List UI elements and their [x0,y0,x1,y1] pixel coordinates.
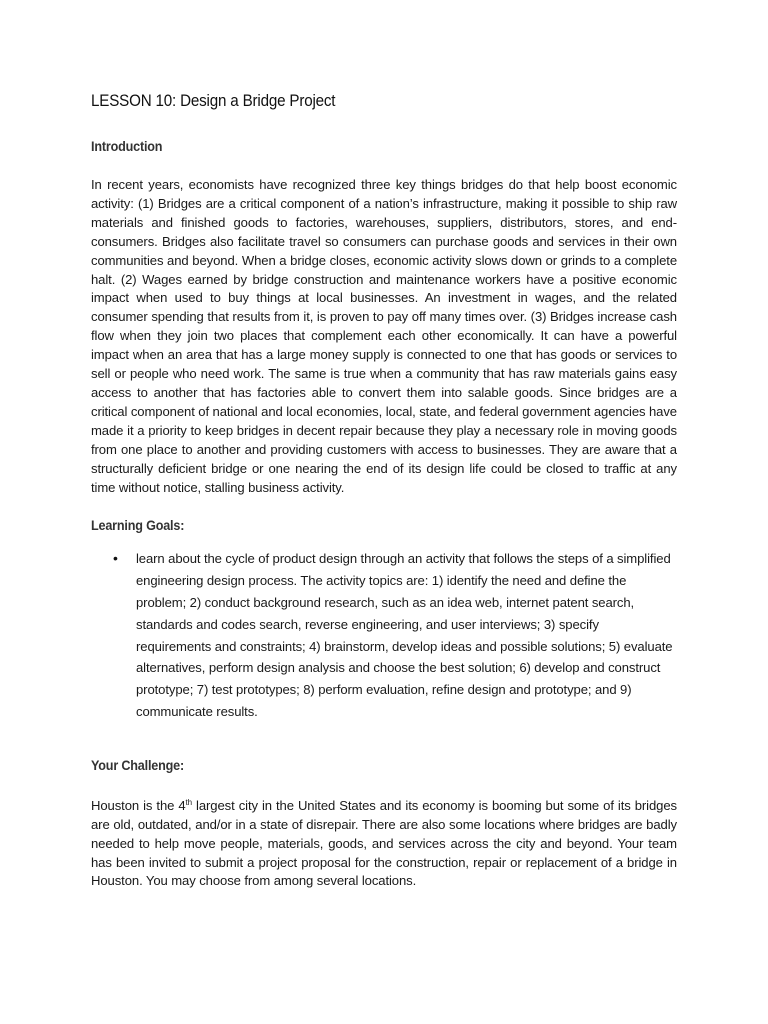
introduction-paragraph: In recent years, economists have recognized three key things bridges do that help boost economic activity: (1) Bridges are a critical component of a nation’s infrastructure, making it possible to ship raw materials and finished goods to factories, warehouses, suppliers, distributors, stores, and end-consumers. Bridges also facilitate travel so consumers can purchase goods and services in their own communities and beyond. When a bridge closes, economic activity slows down or grinds to a complete halt. (2) Wages earned by bridge construction and maintenance workers have a positive economic impact when used to buy things at local businesses. An investment in wages, and the related consumer spending that results from it, is proven to pay off many times over. (3) Bridges increase cash flow when they join two places that complement each other economically. It can have a powerful impact when an area that has a large money supply is connected to one that has goods or services to sell or people who need work. The same is true when a community that has raw materials gains easy access to another that has factories able to convert them into salable goods. Since bridges are a critical component of national and local economies, local, state, and federal government agencies have made it a priority to keep bridges in decent repair because they play a necessary role in moving goods from one place to another and providing customers with access to businesses. They are aware that a structurally deficient bridge or one nearing the end of its design life could be closed to traffic at any time without notice, stalling business activity. [91,177,677,495]
ordinal-superscript: th [185,797,193,807]
challenge-heading: Your Challenge: [91,756,184,773]
bullet-icon: • [113,550,118,567]
document-page [91,92,677,891]
challenge-paragraph [91,797,677,892]
introduction-heading: Introduction [91,138,163,154]
challenge-text-start: Houston is the 4 [91,797,186,813]
challenge-text-rest: largest city in the United States and its economy is booming but some of its bridges are old, outdated, and/or in a state of disrepair. There are also some locations where bridges are badly needed to help move people, materials, goods, and services across the city and beyond. Your team has been invited to submit a project proposal for the construction, repair or replacement of a bridge in Houston. You may choose from among several locations. [91,797,677,889]
learning-goals-list [91,548,677,722]
list-item [91,548,677,722]
lesson-title: LESSON 10: Design a Bridge Project [91,92,336,110]
learning-goal-text: learn about the cycle of product design through an activity that follows the steps of a simplified engineering design process. The activity topics are: 1) identify the need and define the problem; 2) conduct background research, such as an idea web, internet patent search, standards and codes search, reverse engineering, and user interviews; 3) specify requirements and constraints; 4) brainstorm, develop ideas and possible solutions; 5) evaluate alternatives, perform design analysis and choose the best solution; 6) develop and construct prototype; 7) test prototypes; 8) perform evaluation, refine design and prototype; and 9) communicate results. [136,551,673,719]
learning-goals-heading: Learning Goals: [91,517,185,534]
